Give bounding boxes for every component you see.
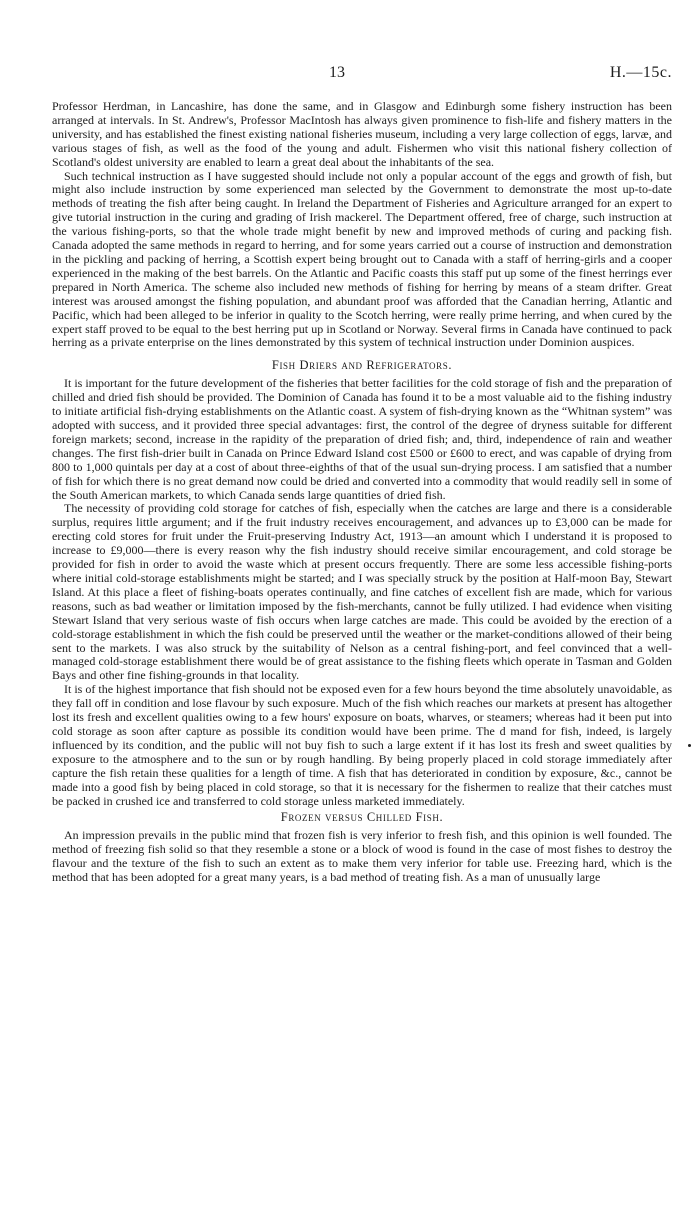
- document-page: [52, 62, 672, 885]
- paragraph-cold-storage: The necessity of providing cold storage for catches of fish, especially when the catches are large and there is a considerable surplus, requires little argument; and if the fruit industry receives encouragement, and advances up to £3,000 can be made for erecting cold stores for fruit under the Fruit-preserving Industry Act, 1913—an amount which I understand it is proposed to increase to £9,000—there is every reason why the fish industry should receive similar encouragement, and cold storage be provided for fish in order to avoid the waste which at present occurs frequently. There are some less accessible fishing-ports where initial cold-storage establishments might be started; and I was specially struck by the position at Half-moon Bay, Stewart Island. At this place a fleet of fishing-boats operates continually, and fine catches of excellent fish are made, which for various reasons, such as bad weather or limitation imposed by the fish-merchants, cannot be fully utilized. I had evidence when visiting Stewart Island that very serious waste of fish occurs when large catches are made. This could be avoided by the erection of a cold-storage establishment in which the fish could be preserved until the weather or the market-conditions allowed of their being sent to the markets. I was also struck by the suitability of Nelson as a central fishing-port, and feel convinced that a well-managed cold-storage establishment there would be of great assistance to the fishing fleets which operate in Tasman and Golden Bays and other fine fishing-grounds in that locality.: [52, 501, 672, 683]
- page-header: [52, 62, 672, 100]
- margin-mark: [688, 744, 691, 747]
- page-number: 13: [329, 64, 345, 81]
- paragraph-exposure: It is of the highest importance that fish should not be exposed even for a few hours beyond the time absolutely unavoidable, as they fall off in condition and lose flavour by such exposure. Much of the fish which reaches our markets at present has altogether lost its fresh and excellent qualities owing to a few hours' exposure on boats, wharves, or steamers; whereas had it been put into cold storage as soon after capture as possible its condition would have been prime. The d mand for fish, indeed, is largely influenced by its condition, and the public will not buy fish to such a large extent if it has lost its fresh and sweet qualities by exposure to the atmosphere and to the sun or by rough handling. By being properly placed in cold storage immediately after capture the fish retain these qualities for a length of time. A fish that has deteriorated in condition by exposure, &c., cannot be made into a good fish by being placed in cold storage, so that it is necessary for the fishermen to realize that their catches must be packed in crushed ice and transferred to cold storage unless marketed immediately.: [52, 682, 672, 808]
- paragraph-herdman: Professor Herdman, in Lancashire, has done the same, and in Glasgow and Edinburgh some fishery instruction has been arranged at intervals. In St. Andrew's, Professor MacIntosh has always given prominence to fish-life and fishery matters in the university, and has established the finest existing national fisheries museum, including a very large collection of eggs, larvæ, and various stages of fish, as well as the food of the young and adult. Fishermen who visit this national fishery collection of Scotland's oldest university are enabled to learn a great deal about the inhabitants of the sea.: [52, 99, 672, 169]
- paragraph-fish-drying: It is important for the future development of the fisheries that better facilities for the cold storage of fish and the preparation of chilled and dried fish should be provided. The Dominion of Canada has found it to be a most valuable aid to the fishing industry to initiate artificial fish-drying establishments on the Atlantic coast. A system of fish-drying known as the “Whitnan system” was adopted with success, and it provided three special advantages: first, the control of the degree of dryness suitable for different foreign markets; second, increase in the rapidity of the preparation of dried fish; and, third, independence of rain and weather changes. The first fish-drier built in Canada on Prince Edward Island cost £500 or £600 to erect, and was capable of drying from 800 to 1,000 quintals per day at a cost of about three-eighths of that of the usual sun-drying process. I am satisfied that a number of fish for which there is no great demand now could be dried and converted into a commodity that would readily sell in some of the South American markets, to which Canada sends large quantities of dried fish.: [52, 376, 672, 502]
- section-heading-frozen-vs-chilled: Frozen versus Chilled Fish.: [280, 810, 444, 825]
- paragraph-frozen-fish: An impression prevails in the public mind that frozen fish is very inferior to fresh fish, and this opinion is well founded. The method of freezing fish solid so that they resemble a stone or a block of wood is found in the case of most fishes to destroy the flavour and the texture of the fish to such an extent as to make them very inferior for table use. Freezing hard, which is the method that has been adopted for a great many years, is a bad method of treating fish. As a man of unusually large: [52, 828, 672, 885]
- section-heading-fish-driers: Fish Driers and Refrigerators.: [271, 358, 453, 373]
- document-code: H.—15c.: [609, 64, 672, 81]
- paragraph-technical-instruction: Such technical instruction as I have suggested should include not only a popular account of the eggs and growth of fish, but might also include instruction by some experienced man selected by the Government to demonstrate the most up-to-date methods of treating the fish after being caught. In Ireland the Department of Fisheries and Agriculture arranged for an expert to give tutorial instruction in the curing and grading of Irish mackerel. The Department offered, free of charge, such instruction at the various fishing-ports, so that the whole trade might benefit by new and improved methods of curing and packing fish. Canada adopted the same methods in regard to herring, and for some years carried out a course of instruction and demonstration in the pickling and packing of herring, a Scottish expert being brought out to Canada with a staff of herring-girls and a cooper experienced in the making of the best barrels. On the Atlantic and Pacific coasts this staff put up some of the finest herrings ever prepared in North America. The scheme also included new methods of fishing for herring by means of a steam drifter. Great interest was aroused amongst the fishing population, and abundant proof was afforded that the Canadian herring, Atlantic and Pacific, which had been alleged to be inferior in quality to the Scotch herring, were really prime herring, and when cured by the expert staff proved to be equal to the best herring put up in Scotland or Norway. Several firms in Canada have continued to pack herring as a private enterprise on the lines demonstrated by this system of technical instruction under Dominion auspices.: [52, 168, 672, 350]
